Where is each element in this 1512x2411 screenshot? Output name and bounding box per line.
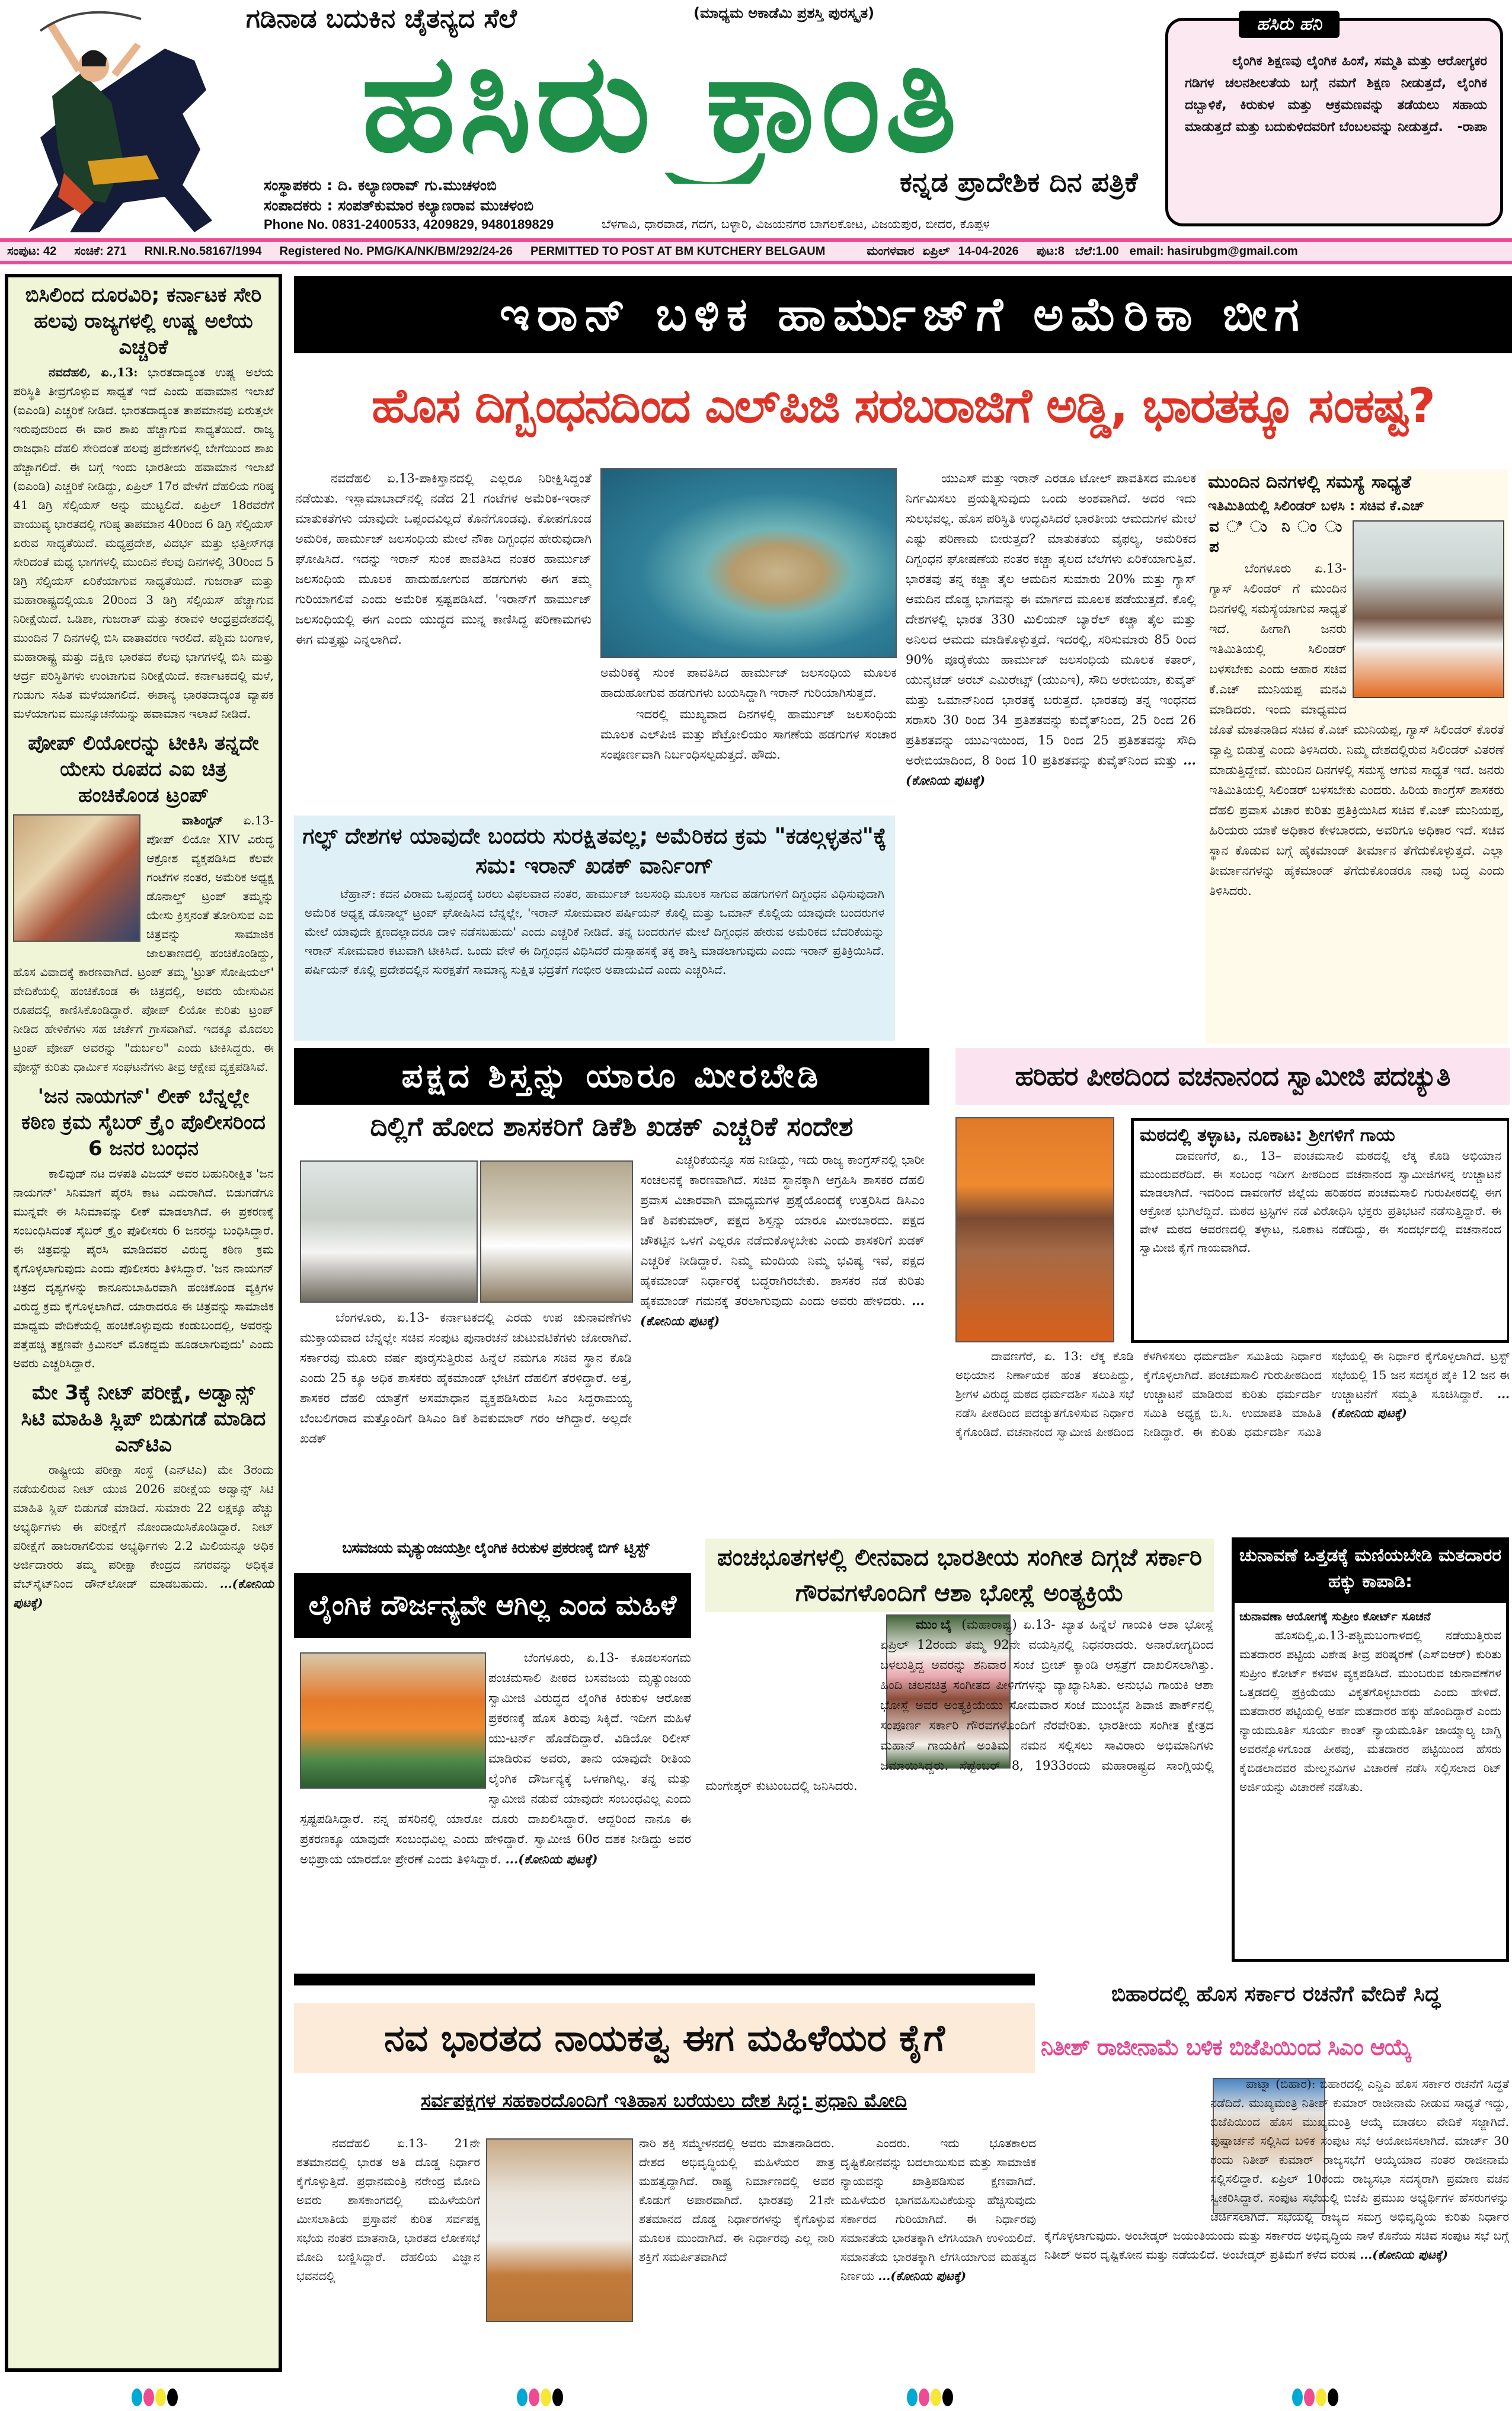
women-column-1 — [296, 2134, 480, 2365]
harihar-headline: ಹರಿಹರ ಪೀಠದಿಂದ ವಚನಾನಂದ ಸ್ವಾಮೀಜಿ ಪದಚ್ಯುತಿ — [955, 1048, 1510, 1105]
left-column — [5, 274, 282, 2372]
hasiru-hani-body: ಲೈಂಗಿಕ ಶಿಕ್ಷಣವು ಲೈಂಗಿಕ ಹಿಂಸೆ, ಸಮ್ಮತಿ ಮತ್ತು ಆರೋಗ್ಯಕರ ಗಡಿಗಳ ಚಲನಶೀಲತೆಯ ಬಗ್ಗೆ ನಮಗೆ ಶಿಕ್ಷಣ ನೀಡುತ್ತದೆ, ಲೈಂಗಿಕ ದಬ್ಬಾಳಿಕೆ, ಕಿರುಕುಳ ಮತ್ತು ಆಕ್ರಮಣವನ್ನು ತಡೆಯಲು ಸಹಾಯ ಮಾಡುತ್ತದೆ ಮತ್ತು ಬದುಕುಳಿದವರಿಗೆ ಬೆಂಬಲವನ್ನು ನೀಡುತ್ತದೆ. — [1185, 54, 1487, 135]
cylinder-story — [1206, 469, 1508, 1044]
left-story-headline: ಮೇ 3ಕ್ಕೆ ನೀಟ್ ಪರೀಕ್ಷೆ, ಅಡ್ವಾನ್ಸ್ ಸಿಟಿ ಮಾಹಿತಿ ಸ್ಲಿಪ್ ಬಿಡುಗಡೆ ಮಾಡಿದ ಎನ್‌ಟಿಎ — [21, 1381, 266, 1457]
left-story-byline: ವಾಶಿಂಗ್ಟನ್ — [182, 813, 223, 827]
continued-label: ...(ಕೋನಿಯ ಪುಟಕ್ಕೆ) — [505, 1852, 598, 1866]
black-dot-icon — [942, 2388, 953, 2406]
issue-month: ಏಪ್ರಿಲ್ — [922, 244, 950, 258]
left-story-text: ರಾಷ್ಟ್ರೀಯ ಪರೀಕ್ಷಾ ಸಂಸ್ಥೆ (ಎನ್‌ಟಿಎ) ಮೇ 3ರಂದು ನಡೆಯಲಿರುವ ನೀಟ್ ಯುಜಿ 2026 ಪರೀಕ್ಷೆಯ ಅಡ್ವಾನ್ಸ್ ಸಿಟಿ ಮಾಹಿತಿ ಸ್ಲಿಪ್ ಬಿಡುಗಡೆ ಮಾಡಿದೆ. ಸುಮಾರು 22 ಲಕ್ಷಕ್ಕೂ ಹೆಚ್ಚು ಅಭ್ಯರ್ಥಿಗಳು ಈ ಪರೀಕ್ಷೆಗೆ ನೋಂದಾಯಿಸಿಕೊಂಡಿದ್ದಾರೆ. ನೀಟ್ ಪರೀಕ್ಷೆಗೆ ಹಾಜರಾಗಲಿರುವ ಅಭ್ಯರ್ಥಿಗಳು 2.2 ಮಿಲಿಯನ್ನೂ ಅಧಿಕ ಅರ್ಜಿದಾರರು ತಮ್ಮ ಪರೀಕ್ಷಾ ಕೇಂದ್ರದ ನಗರವನ್ನು ಅಧಿಕೃತ ವೆಬ್‌ಸೈಟ್‌ನಿಂದ ಡೌನ್‌ಲೋಡ್ ಮಾಡಬಹುದು. — [13, 1463, 274, 1591]
continued-label: ...(ಕೋನಿಯ ಪುಟಕ್ಕೆ) — [1360, 2247, 1449, 2262]
party-text: ಎಚ್ಚರಿಕೆಯನ್ನೂ ಸಹ ನೀಡಿದ್ದು, ಇದು ರಾಜ್ಯ ಕಾಂಗ್ರೆಸ್‌ನಲ್ಲಿ ಭಾರೀ ಸಂಚಲನಕ್ಕೆ ಕಾರಣವಾಗಿದೆ. ಸಚಿವ ಸ್ಥಾನಕ್ಕಾಗಿ ಆಗ್ರಹಿಸಿ ಶಾಸಕರ ದೆಹಲಿ ಪ್ರವಾಸ ವಿಚಾರವಾಗಿ ಮಾಧ್ಯಮಗಳ ಪ್ರಶ್ನೆಯೊಂದಕ್ಕೆ ಉತ್ತರಿಸಿದ ಡಿಸಿಎಂ ಡಿಕೆ ಶಿವಕುಮಾರ್, ಪಕ್ಷದ ಶಿಸ್ತನ್ನು ಯಾರೂ ಮೀರಬಾರದು. ಪಕ್ಷದ ಚೌಕಟ್ಟಿನ ಒಳಗೆ ಎಲ್ಲರೂ ನಡೆದುಕೊಳ್ಳಬೇಕು ಎಂದು ಶಾಸಕರಿಗೆ ಖಡಕ್ ಎಚ್ಚರಿಕೆ ನೀಡಿದ್ದಾರೆ. ನಿಮ್ಮ ಮಂದಿಯ ನಿಮ್ಮ ಭವಿಷ್ಯ ಇವೆ, ಪಕ್ಷದ ಹೈಕಮಾಂಡ್ ನಿರ್ಧಾರಕ್ಕೆ ಬದ್ಧರಾಗಿರಬೇಕು. ಶಾಸಕರ ನಡೆ ಕುರಿತು ಹೈಕಮಾಂಡ್ ಗಮನಕ್ಕೆ ತರಲಾಗುವುದು ಎಂದು ಅವರು ಹೇಳಿದರು. — [640, 1153, 925, 1308]
gulf-story — [294, 816, 895, 1041]
basava-body — [300, 1648, 691, 1962]
cylinder-byline: ವ ಿ ು ನಿ ಂ ು ಪ — [1209, 518, 1347, 556]
left-story-text: ಭಾರತದಾದ್ಯಂತ ಉಷ್ಣ ಅಲೆಯ ಪರಿಸ್ಥಿತಿ ತೀವ್ರಗೊಳ್ಳುವ ಸಾಧ್ಯತೆ ಇದೆ ಎಂದು ಹವಾಮಾನ ಇಲಾಖೆ (ಐಎಂಡಿ) ಎಚ್ಚರಿಕೆ ನೀಡಿದೆ. ಭಾರತದಾದ್ಯಂತ ತಾಪಮಾನವು ಏರುತ್ತಲೇ ಇರುವುದರಿಂದ ಈ ವಾರ ಶಾಖ ಹೆಚ್ಚಾಗುವ ಸಾಧ್ಯತೆಯಿದೆ. ರಾಜ್ಯ ರಾಜಧಾನಿ ದೆಹಲಿ ಸೇರಿದಂತೆ ಹಲವು ಪ್ರದೇಶಗಳಲ್ಲಿ ಬೇಗೆಯಿಂದ ಶಾಖ ಹೆಚ್ಚಾಗಲಿದೆ. ಈ ಬಗ್ಗೆ ಇಂದು ಭಾರತೀಯ ಹವಾಮಾನ ಇಲಾಖೆ (ಐಎಂಡಿ) ಎಚ್ಚರಿಕೆ ನೀಡಿದ್ದು, ಏಪ್ರಿಲ್ 17ರ ವೇಳೆಗೆ ದೆಹಲಿಯ ಗರಿಷ್ಠ 41 ಡಿಗ್ರಿ ಸೆಲ್ಸಿಯಸ್ ಅನ್ನು ಮುಟ್ಟಲಿದೆ. ಏಪ್ರಿಲ್ 18ರವರೆಗೆ ವಾಯುವ್ಯ ಭಾರತದಲ್ಲಿ ಗರಿಷ್ಠ ತಾಪಮಾನ 40ರಿಂದ 6 ಡಿಗ್ರಿ ಸೆಲ್ಸಿಯಸ್ ಏರುವ ಸಾಧ್ಯತೆಯಿದೆ. ಮಧ್ಯಪ್ರದೇಶ, ವಿದರ್ಭ ಮತ್ತು ಛತ್ತೀಸ್‌ಗಢ ಸೇರಿದಂತೆ ಮಧ್ಯ ಭಾಗಗಳಲ್ಲಿ ಮುಂದಿನ ಕೆಲವು ದಿನಗಳಲ್ಲಿ 30ರಿಂದ 5 ಡಿಗ್ರಿ ಸೆಲ್ಸಿಯಸ್ ಏರಿಕೆಯಾಗುವ ಸಾಧ್ಯತೆಯಿದೆ. ಗುಜರಾತ್ ಮತ್ತು ಮಹಾರಾಷ್ಟ್ರದಲ್ಲಿಯೂ 20ರಿಂದ 3 ಡಿಗ್ರಿ ಸೆಲ್ಸಿಯಸ್ ಹೆಚ್ಚಾಗುವ ನಿರೀಕ್ಷೆಯಿದೆ. ಒಡಿಶಾ, ಗುಜರಾತ್ ಮತ್ತು ಕರಾವಳಿ ಆಂಧ್ರಪ್ರದೇಶದಲ್ಲಿ ಮುಂದಿನ 7 ದಿನಗಳಲ್ಲಿ ಬಿಸಿ ವಾತಾವರಣ ಇರಲಿದೆ. ಪಶ್ಚಿಮ ಬಂಗಾಳ, ಮಹಾರಾಷ್ಟ್ರ ಮತ್ತು ದಕ್ಷಿಣ ಭಾರತದ ಕೆಲವು ಭಾಗಗಳಲ್ಲಿ ಬಿಸಿ ಮತ್ತು ಆರ್ದ್ರ ಪರಿಸ್ಥಿತಿಗಳು ಉಂಟಾಗುವ ನಿರೀಕ್ಷೆಯಿದೆ. ಕರ್ನಾಟಕದಲ್ಲಿ ಮಳೆ, ಗುಡುಗು ಸಹಿತ ಮಳೆಯಾಗಲಿದೆ. ಈಶಾನ್ಯ ಭಾರತದಾದ್ಯಂತ ವ್ಯಾಪಕ ಮಳೆಯಾಗುವ ಮುನ್ಸೂಚನೆಯನ್ನು ಹವಾಮಾನ ಇಲಾಖೆ ನೀಡಿದೆ. — [13, 365, 274, 721]
hasiru-hani-text — [1185, 50, 1487, 204]
cyan-dot-icon — [517, 2388, 528, 2406]
party-column-2 — [640, 1150, 925, 1529]
party-kicker: ಪಕ್ಷದ ಶಿಸ್ತನ್ನು ಯಾರೂ ಮೀರಬೇಡಿ — [294, 1048, 929, 1105]
gulf-headline: ಗಲ್ಫ್ ದೇಶಗಳ ಯಾವುದೇ ಬಂದರು ಸುರಕ್ಷಿತವಲ್ಲ; ಅಮೆರಿಕದ ಕ್ರಮ "ಕಡಲ್ಗಳ್ಳತನ"ಕ್ಕೆ ಸಮ: ಇರಾನ್ ಖಡಕ್ ವಾರ್ನಿಂಗ್ — [302, 823, 887, 878]
pm-modi-photo — [486, 2138, 633, 2322]
women-headline: ನವ ಭಾರತದ ನಾಯಕತ್ವ ಈಗ ಮಹಿಳೆಯರ ಕೈಗೆ — [294, 2003, 1035, 2073]
price: ಬೆಲೆ:1.00 — [1075, 244, 1119, 258]
left-story-neet — [13, 1377, 274, 1612]
women-text: ನವದೆಹಲಿ ಏ.13- 21ನೇ ಶತಮಾನದಲ್ಲಿ ಭಾರತ ಅತಿ ದೊಡ್ಡ ನಿರ್ಧಾರ ಕೈಗೊಳ್ಳುತ್ತಿದೆ. ಪ್ರಧಾನಮಂತ್ರಿ ನರೇಂದ್ರ ಮೋದಿ ಅವರು ಶಾಸಕಾಂಗದಲ್ಲಿ ಮಹಿಳೆಯರಿಗೆ ಮೀಸಲಾತಿಯ ಪ್ರಸ್ತಾವನೆ ಕುರಿತ ಸರ್ವಪಕ್ಷ ಸಭೆಯ ನಂತರ ಮಾತನಾಡಿ, ಭಾರತದ ಲೋಕಸಭೆ ಮೋದಿ ಬಣ್ಣಿಸಿದ್ದಾರೆ. ದೆಹಲಿಯ ವಿಜ್ಞಾನ ಭವನದಲ್ಲಿ — [296, 2136, 480, 2283]
left-story-heatwave — [13, 280, 274, 723]
trump-ai-image — [13, 814, 140, 942]
asha-headline: ಪಂಚಭೂತಗಳಲ್ಲಿ ಲೀನವಾದ ಭಾರತೀಯ ಸಂಗೀತ ದಿಗ್ಗಜೆ ಸರ್ಕಾರಿ ಗೌರವಗಳೊಂದಿಗೆ ಆಶಾ ಭೋಸ್ಲೆ ಅಂತ್ಯಕ್ರಿಯೆ — [705, 1539, 1214, 1612]
matha-box — [1131, 1118, 1509, 1343]
asha-byline: ಮುಂಬೈ — [916, 1617, 955, 1632]
women-text: ಎಂದರು. ಇದು ಭೂತಕಾಲದ ದೃಷ್ಟಿಕೋನವನ್ನು ಬದಲಾಯಿಸುವ ಮತ್ತು ಸಾಮಾಜಿಕ ನ್ಯಾಯವನ್ನು ಖಾತ್ರಿಪಡಿಸುವ ಕ್ಷಣವಾಗಿದೆ. ಮಹಿಳೆಯರ ಭಾಗವಹಿಸುವಿಕೆಯನ್ನು ಹೆಚ್ಚಿಸುವುದು ಸರ್ಕಾರದ ಗುರಿಯಾಗಿದೆ. ಈ ನಿರ್ಧಾರವು ಸಮಾನತೆಯ ಭಾರತಕ್ಕಾಗಿ ಲೆಗಸಿಯಾಗಿ ಉಳಿಯಲಿದೆ. ಸಮಾನತೆಯ ಭಾರತಕ್ಕಾಗಿ ಲೆಗಸಿಯಾಗುವ ಮಹತ್ವದ ನಿರ್ಣಯ — [840, 2136, 1036, 2283]
continued-label: ...(ಕೋನಿಯ ಪುಟಕ್ಕೆ) — [906, 753, 1196, 788]
dk-shivakumar-photo-2 — [480, 1160, 633, 1303]
registration-marks-3 — [907, 2388, 953, 2406]
cyan-dot-icon — [1292, 2388, 1303, 2406]
party-column-1 — [300, 1307, 632, 1527]
matha-box-text: ದಾವಣಗೆರೆ, ಏ., 13– ಪಂಚಮಸಾಲಿ ಮಠದಲ್ಲಿ ಲೆಕ್ಕ ಕೊಡಿ ಅಭಿಯಾನ ಮುಂದುವರೆದಿದೆ. ಈ ಸಂಬಂಧ ಇದೀಗ ಪೀಠದಿಂದ ವಚನಾನಂದ ಸ್ವಾಮೀಜಿಗಳನ್ನ ಉಚ್ಚಾಟನೆ ಮಾಡಲಾಗಿದೆ. ಇದರಿಂದ ದಾವಣಗೆರೆ ಜಿಲ್ಲೆಯ ಹರಿಹರದ ಪಂಚಮಸಾಲಿ ಗುರುಪೀಠದಲ್ಲಿ ಈಗ ಆಕ್ರೋಶ ಭುಗಿಲೆದ್ದಿದೆ. ಮಠದ ಟ್ರಸ್ಟಿಗಳ ನಡೆ ವಿರೋಧಿಸಿ ಭಕ್ತರು ಪ್ರತಿಭಟನೆ ನಡೆಸುತ್ತಿದ್ದಾರೆ. ಈ ವೇಳೆ ಮಠದ ಆವರಣದಲ್ಲಿ ತಳ್ಳಾಟ, ನೂಕಾಟ ನಡೆದಿದ್ದು, ಈ ಸಂದರ್ಭದಲ್ಲಿ ವಚನಾನಂದ ಸ್ವಾಮೀಜಿ ಕೈಗೆ ಗಾಯವಾಗಿದೆ. — [1140, 1149, 1501, 1255]
masthead-tagline: ಗಡಿನಾಡ ಬದುಕಿನ ಚೈತನ್ಯದ ಸೆಲೆ — [246, 4, 517, 34]
bihar-body — [1044, 2074, 1509, 2359]
bihar-kicker: ಬಿಹಾರದಲ್ಲಿ ಹೊಸ ಸರ್ಕಾರ ರಚನೆಗೆ ವೇದಿಕೆ ಸಿದ್ಧ — [1111, 1982, 1441, 2006]
issue-date: 14-04-2026 — [958, 244, 1019, 258]
basava-text: ಬೆಂಗಳೂರು, ಏ.13- ಕೂಡಲಸಂಗಮ ಪಂಚಮಸಾಲಿ ಪೀಠದ ಬಸವಜಯ ಮೃತ್ಯುಂಜಯ ಸ್ವಾಮೀಜಿ ವಿರುದ್ಧದ ಲೈಂಗಿಕ ಕಿರುಕುಳ ಆರೋಪ ಪ್ರಕರಣಕ್ಕೆ ಹೊಸ ತಿರುವು ಸಿಕ್ಕಿದೆ. ಇದೀಗ ಮಹಿಳೆ ಯು-ಟರ್ನ್ ಹೊಡೆದಿದ್ದಾರೆ. ವಿಡಿಯೋ ರಿಲೀಸ್ ಮಾಡಿರುವ ಅವರು, ತಾನು ಯಾವುದೇ ರೀತಿಯ ಲೈಂಗಿಕ ದೌರ್ಜನ್ಯಕ್ಕೆ ಒಳಗಾಗಿಲ್ಲ. ತನ್ನ ಮತ್ತು ಸ್ವಾಮೀಜಿ ನಡುವೆ ಯಾವುದೇ ಸಂಬಂಧವಿಲ್ಲ ಎಂದು ಸ್ಪಷ್ಟಪಡಿಸಿದ್ದಾರೆ. ನನ್ನ ಹೆಸರಿನಲ್ಲಿ ಯಾರೋ ದೂರು ದಾಖಲಿಸಿದ್ದಾರೆ. ಆದ್ದರಿಂದ ನಾನೂ ಈ ಪ್ರಕರಣಕ್ಕೂ ಯಾವುದೇ ಸಂಬಂಧವಿಲ್ಲ ಎಂದು ಹೇಳಿದ್ದಾರೆ. ಸ್ವಾಮೀಜಿ 60ರ ದಶಕ ನೀಡಿದ್ದು ಅವರ ಅಭಿಪ್ರಾಯ ಯಾರದೋ ಪ್ರೇರಣೆ ಎಂದು ತಿಳಿಸಿದ್ದಾರೆ. — [300, 1651, 691, 1866]
registration-marks-1 — [132, 2388, 178, 2406]
rni-number: RNI.R.No.58167/1994 — [144, 244, 262, 258]
page-count: ಪುಟ:8 — [1036, 244, 1065, 258]
dk-shivakumar-photo-1 — [300, 1160, 478, 1303]
info-bar — [0, 238, 1512, 264]
volume-number: ಸಂಪುಟ: 42 — [7, 244, 57, 258]
hasiru-hani-author: -ರಾಪಾ — [1457, 120, 1487, 135]
bihar-headline: ನಿತೀಶ್ ರಾಜೀನಾಮೆ ಬಳಿಕ ಬಿಜೆಪಿಯಿಂದ ಸಿಎಂ ಆಯ್ಕೆ — [1041, 2034, 1411, 2060]
masthead-award: (ಮಾಧ್ಯಮ ಅಕಾಡೆಮಿ ಪ್ರಶಸ್ತಿ ಪುರಸ್ಕೃತ) — [693, 5, 875, 21]
masthead-editor: ಸಂಪಾದಕರು : ಸಂಪತ್‌ಕುಮಾರ ಕಲ್ಯಾಣರಾವ ಮುಚಳಂಬಿ — [264, 197, 534, 214]
lead-image-caption — [600, 663, 897, 805]
left-story-headline: ಬಿಸಿಲಿಂದ ದೂರವಿರಿ; ಕರ್ನಾಟಕ ಸೇರಿ ಹಲವು ರಾಜ್ಯಗಳಲ್ಲಿ ಉಷ್ಣ ಅಲೆಯ ಎಚ್ಚರಿಕೆ — [25, 283, 262, 359]
women-column-2 — [639, 2134, 835, 2365]
election-text: ಹೊಸದಿಲ್ಲಿ,ಏ.13-ಪಶ್ಚಿಮಬಂಗಾಳದಲ್ಲಿ ನಡೆಯುತ್ತಿರುವ ಮತದಾರರ ಪಟ್ಟಿಯ ವಿಶೇಷ ತೀವ್ರ ಪರಿಷ್ಕರಣೆ (ಎಸ್‌ಐಆರ್) ಕುರಿತು ಸುಪ್ರೀಂ ಕೋರ್ಟ್ ಕಳವಳ ವ್ಯಕ್ತಪಡಿಸಿದೆ. ಮುಂಬರುವ ಚುನಾವಣೆಗಳ ಒತ್ತಡದಲ್ಲಿ ಪ್ರಕ್ರಿಯೆಯು ವಿಕೃತಗೊಳ್ಳಬಾರದು ಎಂದು ಹೇಳಿದೆ. ಮತದಾರರ ಪಟ್ಟಿಯಲ್ಲಿ ಅರ್ಹ ಮತದಾರರ ಹಕ್ಕು ಹೊಂದಿದ್ದಾರೆ ಎಂದು ನ್ಯಾಯಮೂರ್ತಿ ಸೂರ್ಯ ಕಾಂತ್ ನ್ಯಾಯಮೂರ್ತಿ ಜಾಯ್ಮಾಲ್ಯ ಬಾಗ್ಚಿ ಅವರನ್ನೊಳಗೊಂಡ ಪೀಠವು, ಮತದಾರರ ಪಟ್ಟಿಯಿಂದ ಹೆಸರು ಕೈಬಿಡಲಾದವರ ಮೇಲ್ಮನವಿಗಳ ವಿಚಾರಣೆ ನಡೆಸಿ ಸಲ್ಲಿಸಲಾದ ರಿಟ್ ಅರ್ಜಿಯನ್ನು ವಿಚಾರಣೆ ನಡೆಸಿತು. — [1239, 1628, 1501, 1794]
left-story-headline: 'ಜನ ನಾಯಗನ್' ಲೀಕ್ ಬೆನ್ನಲ್ಲೇ ಕಠಿಣ ಕ್ರಮ ಸೈಬರ್ ಕ್ರೈಂ ಪೊಲೀಸರಿಂದ 6 ಜನರ ಬಂಧನ — [21, 1085, 266, 1160]
left-story-text: ಏ.13-ಪೋಪ್ ಲಿಯೋ XIV ವಿರುದ್ಧ ಆಕ್ರೋಶ ವ್ಯಕ್ತಪಡಿಸಿದ ಕೆಲವೇ ಗಂಟೆಗಳ ನಂತರ, ಅಮೆರಿಕ ಅಧ್ಯಕ್ಷ ಡೊನಾಲ್ಡ್ ಟ್ರಂಪ್ ತಮ್ಮನ್ನು ಯೇಸು ಕ್ರಿಸ್ತನಂತೆ ತೋರಿಸುವ ಎಐ ಚಿತ್ರವನ್ನು ಸಾಮಾಜಿಕ ಜಾಲತಾಣದಲ್ಲಿ ಹಂಚಿಕೊಂಡಿದ್ದು, ಹೊಸ ವಿವಾದಕ್ಕೆ ಕಾರಣವಾಗಿದೆ. ಟ್ರಂಪ್ ತಮ್ಮ 'ಟ್ರುತ್ ಸೋಷಿಯಲ್' ವೇದಿಕೆಯಲ್ಲಿ ಹಂಚಿಕೊಂಡ ಈ ಚಿತ್ರದಲ್ಲಿ, ಅವರು ಯೇಸುವಿನ ರೂಪದಲ್ಲಿ ಕಾಣಿಸಿಕೊಂಡಿದ್ದಾರೆ. ಪೋಪ್ ಲಿಯೋ ಕುರಿತು ಟ್ರಂಪ್ ನೀಡಿದ ಹೇಳಿಕೆಗಳು ಸಹ ಚರ್ಚೆಗೆ ಗ್ರಾಸವಾಗಿವೆ. ಇದಕ್ಕೂ ಮೊದಲು ಟ್ರಂಪ್ ಪೋಪ್ ಅವರನ್ನು "ದುರ್ಬಲ" ಎಂದು ಟೀಕಿಸಿದ್ದರು. ಈ ಪೋಸ್ಟ್ ಕುರಿತು ಧಾರ್ಮಿಕ ಸಂಘಟನೆಗಳು ತೀವ್ರ ಆಕ್ಷೇಪ ವ್ಯಕ್ತಪಡಿಸಿವೆ. — [13, 813, 274, 1074]
election-subhead: ಚುನಾವಣಾ ಆಯೋಗಕ್ಕೆ ಸುಪ್ರೀಂ ಕೋರ್ಟ್ ಸೂಚನೆ — [1239, 1609, 1431, 1623]
women-text: ನಾರಿ ಶಕ್ತಿ ಸಮ್ಮೇಳನದಲ್ಲಿ ಅವರು ಮಾತನಾಡಿದರು. ದೇಶದ ಅಭಿವೃದ್ಧಿಯಲ್ಲಿ ಮಹಿಳೆಯರ ಪಾತ್ರ ಮಹತ್ವದ್ದಾಗಿದೆ. ರಾಷ್ಟ್ರ ನಿರ್ಮಾಣದಲ್ಲಿ ಅವರ ಕೊಡುಗೆ ಅಪಾರವಾಗಿದೆ. ಭಾರತವು 21ನೇ ಶತಮಾನದ ದೊಡ್ಡ ನಿರ್ಧಾರಗಳನ್ನು ಕೈಗೊಳ್ಳುವ ಮೂಲಕ ಮುಂದಾಗಿದೆ. ಈ ನಿರ್ಧಾರವು ಎಲ್ಲ ನಾರಿ ಶಕ್ತಿಗೆ ಸಮರ್ಪಿತವಾಗಿದೆ — [639, 2136, 835, 2264]
issue-day: ಮಂಗಳವಾರ — [867, 244, 915, 258]
cylinder-subhead: ಇತಿಮಿತಿಯಲ್ಲಿ ಸಿಲಿಂಡರ್ ಬಳಸಿ : ಸಚಿವ ಕೆ.ಎಚ್ — [1208, 498, 1424, 514]
continued-label: ...(ಕೋನಿಯ ಪುಟಕ್ಕೆ) — [1331, 1387, 1510, 1420]
info-bar-row — [0, 242, 1512, 261]
masthead-logo-illustration — [5, 7, 230, 237]
yellow-dot-icon — [931, 2388, 941, 2406]
registration-marks-2 — [517, 2388, 563, 2406]
registration-marks-4 — [1292, 2388, 1338, 2406]
lead-text: ನವದೆಹಲಿ ಏ.13-ಪಾಕಿಸ್ತಾನದಲ್ಲಿ ಎಲ್ಲರೂ ನಿರೀಕ್ಷಿಸಿದ್ದಂತೆ ನಡೆಯಿತು. ಇಸ್ಲಾಮಾಬಾದ್‌ನಲ್ಲಿ ನಡೆದ 21 ಗಂಟೆಗಳ ಅಮೆರಿಕ-ಇರಾನ್ ಮಾತುಕತೆಗಳು ಯಾವುದೇ ಒಪ್ಪಂದವಿಲ್ಲದೆ ಕೊನೆಗೊಂಡವು. ಕೋಪಗೊಂಡ ಅಮೆರಿಕ, ಹಾರ್ಮುಜ್ ಜಲಸಂಧಿಯ ಮೇಲೆ ನೌಕಾ ದಿಗ್ಬಂಧನ ಹೇರುವುದಾಗಿ ಘೋಷಿಸಿದೆ. ಇದನ್ನು ಇರಾನ್ ಸುಂಕ ಪಾವತಿಸಿದ ನಂತರ ಹಾರ್ಮುಜ್ ಜಲಸಂಧಿಯ ಮೂಲಕ ಹಾದುಹೋಗುವ ಹಡಗುಗಳು ಈಗ ತಮ್ಮ ಗುರಿಯಾಗಲಿವೆ ಎಂದು ಅಮೆರಿಕ ಸ್ಪಷ್ಟಪಡಿಸಿದೆ. 'ಇರಾನ್‌ಗೆ ಹಾರ್ಮುಜ್ ಜಲಸಂಧಿಯಲ್ಲಿ ಈಗ ಎಂದು ಯುದ್ಧದ ಮುನ್ನ ಕಾಣಿಸಿದ್ದ ಪರಿಣಾಮಗಳು ಈಗ ಮತ್ತಷ್ಟು ಎನ್ನಲಾಗಿದೆ. — [295, 471, 592, 647]
cyan-dot-icon — [907, 2388, 918, 2406]
left-story-trump — [13, 728, 274, 1076]
gulf-text: ಟೆಹ್ರಾನ್: ಕದನ ವಿರಾಮ ಒಪ್ಪಂದಕ್ಕೆ ಬರಲು ವಿಫಲವಾದ ನಂತರ, ಹಾರ್ಮುಜ್ ಜಲಸಂಧಿ ಮೂಲಕ ಸಾಗುವ ಹಡಗುಗಳಿಗೆ ದಿಗ್ಬಂಧನ ವಿಧಿಸುವುದಾಗಿ ಅಮೆರಿಕ ಅಧ್ಯಕ್ಷ ಡೊನಾಲ್ಡ್ ಟ್ರಂಪ್ ಘೋಷಿಸಿದ ಬೆನ್ನಲ್ಲೇ, 'ಇರಾನ್ ಸೋಮವಾರ ಪರ್ಷಿಯನ್ ಕೊಲ್ಲಿ ಮತ್ತು ಒಮಾನ್ ಕೊಲ್ಲಿಯ ಯಾವುದೇ ಬಂದರುಗಳ ಮೇಲೆ ಯಾವುದೇ ಕ್ಷಣದಲ್ಲಾದರೂ ದಾಳಿ ನಡೆಸಬಹುದು' ಎಂದು ಎಚ್ಚರಿಕೆ ನೀಡಿದೆ. ತನ್ನ ಬಂದರುಗಳ ಮೇಲೆ ದಿಗ್ಬಂಧನ ಹೇರುವ ಅಮೆರಿಕದ ಬೆದರಿಕೆಯನ್ನು ಇರಾನ್ ಸೋಮವಾರ ಕಟುವಾಗಿ ಟೀಕಿಸಿದೆ. ಒಂದು ವೇಳೆ ಈ ದಿಗ್ಬಂಧನ ವಿಧಿಸಿದರೆ ದುಸ್ಸಾಹಸಕ್ಕೆ ತಕ್ಕ ಶಾಸ್ತಿ ಮಾಡಲಾಗುವುದು ಎಂದು ಇರಾನ್ ಪ್ರತಿಕ್ರಿಯಿಸಿದೆ. ಪರ್ಷಿಯನ್ ಕೊಲ್ಲಿ ಪ್ರದೇಶದಲ್ಲಿನ ಸುರಕ್ಷತೆಗೆ ಸಾಮಾನ್ಯ ಸುಕ್ಷಿತ ಭದ್ರತೆಗೆ ಗಂಭೀರ ಅಪಾಯವಿದೆ ಎಂದು ಎಚ್ಚರಿಸಿದೆ. — [305, 887, 884, 977]
women-rule — [294, 1974, 1035, 1985]
lead-text: ಇದರಲ್ಲಿ ಮುಖ್ಯವಾದ ದಿನಗಳಲ್ಲಿ ಹಾರ್ಮುಜ್ ಜಲಸಂಧಿಯ ಮೂಲಕ ಎಲ್‌ಪಿಜಿ ಮತ್ತು ಪೆಟ್ರೋಲಿಯಂ ಸಾಗಣೆಯ ಹಡಗುಗಳ ಸಂಚಾರ ಸಂಪೂರ್ಣವಾಗಿ ನಿರ್ಬಂಧಿಸಲ್ಪಡುತ್ತದೆ. ಹೌದು. — [600, 707, 897, 762]
black-dot-icon — [552, 2388, 563, 2406]
left-story-byline: ನವದೆಹಲಿ, ಏ.,13: — [49, 365, 138, 379]
election-body — [1239, 1626, 1501, 1796]
lead-caption-text: ಅಮೆರಿಕಕ್ಕೆ ಸುಂಕ ಪಾವತಿಸಿದ ಹಾರ್ಮುಜ್ ಜಲಸಂಧಿಯ ಮೂಲಕ ಹಾದುಹೋಗುವ ಹಡಗುಗಳು ಬಯಸಿದ್ದಾಗಿ ಇರಾನ್ ಗುರಿಯಾಗಿಸುತ್ತದೆ. — [600, 666, 897, 700]
left-story-headline: ಪೋಪ್ ಲಿಯೋರನ್ನು ಟೀಕಿಸಿ ತನ್ನದೇ ಯೇಸು ರೂಪದ ಎಐ ಚಿತ್ರ ಹಂಚಿಕೊಂಡ ಟ್ರಂಪ್ — [28, 731, 259, 807]
yellow-dot-icon — [1316, 2388, 1326, 2406]
masthead-districts: ಬೆಳಗಾವಿ, ಧಾರವಾಡ, ಗದಗ, ಬಳ್ಳಾರಿ, ವಿಜಯನಗರ ಬಾಗಲಕೋಟ, ವಿಜಯಪುರ, ಬೀದರ, ಕೊಪ್ಪಳ — [602, 217, 990, 231]
masthead — [0, 0, 1512, 237]
left-story-body — [13, 1460, 274, 1612]
cylinder-portrait — [1353, 520, 1504, 698]
continued-label: ...(ಕೋನಿಯ ಪುಟಕ್ಕೆ) — [878, 2269, 967, 2283]
women-column-3 — [840, 2134, 1036, 2365]
magenta-dot-icon — [1304, 2388, 1315, 2406]
rider-on-horse-icon — [5, 7, 230, 237]
left-story-jananayagan — [13, 1081, 274, 1373]
cyan-dot-icon — [132, 2388, 142, 2406]
magenta-dot-icon — [529, 2388, 539, 2406]
basava-kicker: ಬಸವಜಯ ಮೃತ್ಯುಂಜಯಶ್ರೀ ಲೈಂಗಿಕ ಕಿರುಕುಳ ಪ್ರಕರಣಕ್ಕೆ ಬಿಗ್ ಟ್ವಿಸ್ಟ್ — [342, 1539, 649, 1556]
magenta-dot-icon — [919, 2388, 929, 2406]
harihar-text: ದಾವಣಗೆರೆ, ಏ. 13: ಲೆಕ್ಕ ಕೊಡಿ ಅಭಿಯಾನ ನಿರ್ಣಾಯಕ ಹಂತ ತಲುಪಿದ್ದು, ಶ್ರೀಗಳ ವಿರುದ್ಧ ಮಠದ ಧರ್ಮದರ್ಶಿ ಸಮಿತಿ ಸಭೆ ನಡೆಸಿ ಪೀಠದಿಂದ ಪದಚ್ಯುತಗೊಳಿಸುವ ನಿರ್ಧಾರ ಕೈಗೊಂಡಿದೆ. ವಚನಾನಂದ ಸ್ವಾಮೀಜಿ ಪೀಠದಿಂದ ಕೆಳಗಿಳಿಸಲು ಧರ್ಮದರ್ಶಿ ಸಮಿತಿಯ ನಿರ್ಧಾರ ಕೈಗೊಳ್ಳಲಾಗಿದೆ. ಪಂಚಮಸಾಲಿ ಗುರುಪೀಠದಿಂದ ಉಚ್ಚಾಟನೆ ಮಾಡಿರುವ ಕುರಿತು ಧರ್ಮದರ್ಶಿ ಸಮಿತಿ ಅಧ್ಯಕ್ಷ ಬಿ.ಸಿ. ಉಮಾಪತಿ ಮಾಹಿತಿ ನೀಡಿದ್ದಾರೆ. ಈ ಕುರಿತು ಧರ್ಮದರ್ಶಿ ಸಮಿತಿ ಸಭೆಯಲ್ಲಿ ಈ ನಿರ್ಧಾರ ಕೈಗೊಳ್ಳಲಾಗಿದೆ. ಟ್ರಸ್ಟ್ ಸಭೆಯಲ್ಲಿ 15 ಜನ ಸದಸ್ಯರ ಪೈಕಿ 12 ಜನ ಈ ಉಚ್ಚಾಟನೆಗೆ ಸಮ್ಮತಿ ಸೂಚಿಸಿದ್ದಾರೆ. — [955, 1349, 1510, 1439]
bihar-text: ಪಾಟ್ನಾ (ಬಿಹಾರ): ಬಿಹಾರದಲ್ಲಿ ಎನ್ಡಿಎ ಹೊಸ ಸರ್ಕಾರ ರಚನೆಗೆ ಸಿದ್ಧತೆ ನಡೆದಿದೆ. ಮುಖ್ಯಮಂತ್ರಿ ನಿತೀಶ್ ಕುಮಾರ್ ರಾಜೀನಾಮೆ ನೀಡುವ ಸಾಧ್ಯತೆ ಇದ್ದು, ಬಿಜೆಪಿಯಿಂದ ಹೊಸ ಮುಖ್ಯಮಂತ್ರಿ ಆಯ್ಕೆ ಮಾಡಲು ವೇದಿಕೆ ಸಜ್ಜಾಗಿದೆ. ಪುಷ್ಪಾರ್ಚನೆ ಸಲ್ಲಿಸಿದ ಬಳಿಕ ಸಂಪುಟ ಸಭೆ ಆಯೋಜಿಸಲಾಗಿದೆ. ಮಾರ್ಚ್ 30 ರಂದು ನಿತೀಶ್ ಕುಮಾರ್ ರಾಜ್ಯಸಭೆಗೆ ಆಯ್ಕೆಯಾದ ನಂತರ ರಾಜೀನಾಮೆ ಸಲ್ಲಿಸಲಿದ್ದಾರೆ. ಏಪ್ರಿಲ್ 10ರಂದು ರಾಜ್ಯಸಭಾ ಸದಸ್ಯರಾಗಿ ಪ್ರಮಾಣ ವಚನ ಸ್ವೀಕರಿಸಿದ್ದಾರೆ. ಸಂಪುಟ ಸಭೆಯಲ್ಲಿ ಬಿಜೆಪಿ ಪ್ರಮುಖ ಅಭ್ಯರ್ಥಿಗಳ ಹೆಸರುಗಳನ್ನು ಚರ್ಚಿಸಲಾಗಿದೆ. ಸಭೆಯಲ್ಲಿ ರಾಜ್ಯದ ಸಮಗ್ರ ಅಭಿವೃದ್ಧಿಯ ಕುರಿತು ನಿರ್ಧಾರ ಕೈಗೊಳ್ಳಲಾಗುವುದು. ಅಂಬೇಡ್ಕರ್ ಜಯಂತಿಯಂದು ಮತ್ತು ಸರ್ಕಾರದ ಅಭಿವೃದ್ಧಿಯ ನಾಳೆ ಕೊನೆಯ ಸಚಿವ ಸಂಪುಟ ಸಭೆ ಬಗ್ಗೆ ನಿತೀಶ್ ಅವರ ದೃಷ್ಟಿಕೋನ ಮತ್ತು ನಡೆಯಲಿದೆ. ಅಂಬೇಡ್ಕರ್ ಪ್ರತಿಮೆಗೆ ಕಳೆದ ವರುಷ — [1044, 2077, 1509, 2262]
party-text: ಬೆಂಗಳೂರು, ಏ.13- ಕರ್ನಾಟಕದಲ್ಲಿ ಎರಡು ಉಪ ಚುನಾವಣೆಗಳು ಮುಕ್ತಾಯವಾದ ಬೆನ್ನಲ್ಲೇ ಸಚಿವ ಸಂಪುಟ ಪುನಾರಚನೆ ಚುಟುವಟಿಕೆಗಳು ಜೋರಾಗಿವೆ. ಸರ್ಕಾರವು ಮೂರು ವರ್ಷ ಪೂರೈಸುತ್ತಿರುವ ಹಿನ್ನೆಲೆ ನಮಗೂ ಸಚಿವ ಸ್ಥಾನ ಕೊಡಿ ಎಂದು 25 ಕ್ಕೂ ಅಧಿಕ ಶಾಸಕರು ಹೈಕಮಾಂಡ್ ಭೇಟಿಗೆ ದೆಹಲಿಗೆ ತೆರಳಿದ್ದಾರೆ. ಅತ್ತ, ಶಾಸಕರ ದೆಹಲಿ ಯಾತ್ರೆಗೆ ಅಸಮಾಧಾನ ವ್ಯಕ್ತಪಡಿಸಿರುವ ಸಿಎಂ ಸಿದ್ದರಾಮಯ್ಯ ಬೆಂಬಲಿಗರಾದ ಮತ್ತೊಂದಿಗೆ ಡಿಸಿಎಂ ಡಿಕೆ ಶಿವಕುಮಾರ್ ಗರಂ ಆಗಿದ್ದಾರೆ. ಅಲ್ಲದೇ ಖಡಕ್ — [300, 1310, 632, 1446]
postal-permit: PERMITTED TO POST AT BM KUTCHERY BELGAUM — [530, 244, 826, 258]
left-story-body — [13, 1164, 274, 1373]
masthead-subtitle: ಕನ್ನಡ ಪ್ರಾದೇಶಿಕ ದಿನ ಪತ್ರಿಕೆ — [900, 166, 1138, 198]
election-box — [1232, 1600, 1509, 1962]
asha-body — [705, 1614, 1214, 1964]
harihar-body — [955, 1347, 1510, 1524]
issue-number: ಸಂಚಿಕೆ: 271 — [74, 244, 127, 258]
left-column-inner — [8, 277, 279, 2368]
women-subhead: ಸರ್ವಪಕ್ಷಗಳ ಸಹಕಾರದೊಂದಿಗೆ ಇತಿಹಾಸ ಬರೆಯಲು ದೇಶ ಸಿದ್ಧ: ಪ್ರಧಾನಿ ಮೋದಿ — [420, 2089, 907, 2112]
magenta-dot-icon — [143, 2388, 154, 2406]
masthead-founder: ಸಂಸ್ಥಾಪಕರು : ದಿ. ಕಲ್ಯಾಣರಾವ್ ಗು.ಮುಚಳಂಬಿ — [264, 177, 497, 194]
matha-box-body — [1140, 1147, 1501, 1257]
hasiru-hani-box — [1165, 18, 1503, 226]
continued-label: ...(ಕೋನಿಯ ಪುಟಕ್ಕೆ) — [640, 1293, 925, 1328]
left-story-text: ಕಾಲಿವುಡ್ ನಟ ದಳಪತಿ ವಿಜಯ್ ಅವರ ಬಹುನಿರೀಕ್ಷಿತ 'ಜನ ನಾಯಗನ್' ಸಿನಿಮಾಗೆ ಪೈರಸಿ ಕಾಟ ಎದುರಾಗಿದೆ. ಬಿಡುಗಡೆಗೂ ಮುನ್ನವೇ ಈ ಸಿನಿಮಾವನ್ನು ಲೀಕ್ ಮಾಡಲಾಗಿದೆ. ಈ ಪ್ರಕರಣಕ್ಕೆ ಸಂಬಂಧಿಸಿದಂತೆ ಸೈಬರ್ ಕ್ರೈಂ ಪೊಲೀಸರು 6 ಜನರನ್ನು ಬಂಧಿಸಿದ್ದಾರೆ. ಈ ಚಿತ್ರವನ್ನು ಪೈರಸಿ ಮಾಡಿದವರ ವಿರುದ್ಧ ಕಠಿಣ ಕ್ರಮ ಕೈಗೊಳ್ಳಲಾಗುವುದು ಎಂದು ಪೊಲೀಸರು ತಿಳಿಸಿದ್ದಾರೆ. 'ಜನ ನಾಯಗನ್ ಚಿತ್ರದ ದೃಶ್ಯಗಳನ್ನು ಕಾನೂನುಬಾಹಿರವಾಗಿ ಹಂಚಿಕೊಂಡ ವ್ಯಕ್ತಿಗಳ ವಿರುದ್ಧ ಕ್ರಮ ಕೈಗೊಳ್ಳಲಾಗಿದೆ. ಯಾರಾದರೂ ಈ ಚಿತ್ರವನ್ನು ಸಾಮಾಜಿಕ ಮಾಧ್ಯಮ ವೇದಿಕೆಯಲ್ಲಿ ಹಂಚಿಕೊಳ್ಳುವುದು ಕಂಡುಬಂದಲ್ಲಿ, ಅವರನ್ನು ಪತ್ತೆಹಚ್ಚಿ ತಕ್ಷಣವೇ ಕ್ರಿಮಿನಲ್ ಮೊಕದ್ದಮೆ ಹೂಡಲಾಗುವುದು' ಎಂದು ಅವರು ಎಚ್ಚರಿಸಿದ್ದಾರೆ. — [13, 1166, 274, 1370]
black-dot-icon — [167, 2388, 178, 2406]
masthead-phone: Phone No. 0831-2400533, 4209829, 9480189829 — [264, 217, 554, 232]
basava-headline: ಲೈಂಗಿಕ ದೌರ್ಜನ್ಯವೇ ಆಗಿಲ್ಲ ಎಂದ ಮಹಿಳೆ — [294, 1573, 691, 1638]
yellow-dot-icon — [155, 2388, 166, 2406]
cylinder-headline: ಮುಂದಿನ ದಿನಗಳಲ್ಲಿ ಸಮಸ್ಯೆ ಸಾಧ್ಯತೆ — [1208, 472, 1411, 493]
masthead-title: ಹಸಿರು ಕ್ರಾಂತಿ — [361, 24, 961, 183]
lead-kicker: ಇರಾನ್ ಬಳಿಕ ಹಾರ್ಮುಜ್‌ಗೆ ಅಮೆರಿಕಾ ಬೀಗ — [294, 276, 1512, 353]
lead-column-3 — [906, 468, 1196, 1043]
yellow-dot-icon — [541, 2388, 551, 2406]
registered-number: Registered No. PMG/KA/NK/BM/292/24-26 — [279, 244, 513, 258]
party-headline: ದಿಲ್ಲಿಗೆ ಹೋದ ಶಾಸಕರಿಗೆ ಡಿಕೆಶಿ ಖಡಕ್ ಎಚ್ಚರಿಕೆ ಸಂದೇಶ — [370, 1111, 854, 1142]
email: email: hasirubgm@gmail.com — [1129, 244, 1298, 258]
hormuz-map-image — [600, 468, 897, 658]
vachananand-swamiji-photo — [955, 1117, 1114, 1342]
cylinder-text: ಬೆಂಗಳೂರು ಏ.13- ಗ್ಯಾಸ್ ಸಿಲಿಂಡರ್ ಗೆ ಮುಂದಿನ ದಿನಗಳಲ್ಲಿ ಸಮಸ್ಯೆಯಾಗುವ ಸಾಧ್ಯತೆ ಇದೆ. ಹೀಗಾಗಿ ಜನರು ಇತಿಮಿತಿಯಲ್ಲಿ ಸಿಲಿಂಡರ್ ಬಳಸಬೇಕು ಎಂದು ಆಹಾರ ಸಚಿವ ಕೆ.ಎಚ್ ಮುನಿಯಪ್ಪ ಮನವಿ ಮಾಡಿದರು. ಇಂದು ಮಾಧ್ಯಮದ ಜೊತೆ ಮಾತನಾಡಿದ ಸಚಿವ ಕೆ.ಎಚ್ ಮುನಿಯಪ್ಪ, ಗ್ಯಾಸ್ ಸಿಲಿಂಡರ್ ಕೊರತೆ ವ್ಯಾಪ್ತಿ ಬಿಡುತ್ತೆ ಎಂದು ತಿಳಿಸಿದರು. ನಿಮ್ಮ ದೇಶದಲ್ಲಿರುವ ಸಿಲಿಂಡರ್ ವಿತರಣೆ ಮಾಡುತ್ತಿದ್ದೇವೆ. ಮುಂದಿನ ದಿನಗಳಲ್ಲಿ ಸಮಸ್ಯೆ ಆಗುವ ಸಾಧ್ಯತೆ ಇದೆ. ಜನರು ಇತಿಮಿತಿಯಲ್ಲಿ ಸಿಲಿಂಡರ್ ಬಳಸಬೇಕು ಎಂದರು. ಹಿರಿಯ ಕಾಂಗ್ರೆಸ್ ಶಾಸಕರು ದೆಹಲಿ ಪ್ರವಾಸ ವಿಚಾರ ಕುರಿತು ಪ್ರತಿಕ್ರಿಯಿಸಿದ ಸಚಿವ ಕೆ.ಎಚ್ ಮುನಿಯಪ್ಪ, ಹಿರಿಯರು ಯಾಕೆ ಅಧಿಕಾರ ಕೇಳಬಾರದು, ಅವರಿಗೂ ಅಧಿಕಾರ ಇದೆ. ಸಚಿವ ಸ್ಥಾನ ಕೊಡುವ ಬಗ್ಗೆ ಹೈಕಮಾಂಡ್ ತೀರ್ಮಾನ ತೆಗೆದುಕೊಳ್ಳುತ್ತದೆ. ಎಲ್ಲಾ ತೀರ್ಮಾನಗಳನ್ನು ಹೈಕಮಾಂಡ್ ತೆಗೆದುಕೊಂಡರೂ ನಾವು ಬದ್ಧ ಎಂದು ತಿಳಿಸಿದರು. — [1209, 561, 1504, 898]
black-dot-icon — [1328, 2388, 1338, 2406]
lead-column-1 — [295, 468, 592, 800]
matha-box-headline: ಮಠದಲ್ಲಿ ತಳ್ಳಾಟ, ನೂಕಾಟ: ಶ್ರೀಗಳಿಗೆ ಗಾಯ — [1140, 1125, 1395, 1146]
left-story-body — [13, 363, 274, 723]
election-headline: ಚುನಾವಣೆ ಒತ್ತಡಕ್ಕೆ ಮಣಿಯಬೇಡಿ ಮತದಾರರ ಹಕ್ಕು ಕಾಪಾಡಿ: — [1232, 1537, 1509, 1600]
lead-headline: ಹೊಸ ದಿಗ್ಬಂಧನದಿಂದ ಎಲ್‌ಪಿಜಿ ಸರಬರಾಜಿಗೆ ಅಡ್ಡಿ, ಭಾರತಕ್ಕೂ ಸಂಕಷ್ಟ? — [372, 378, 1434, 433]
continued-label: ...(ಕೋನಿಯ ಪುಟಕ್ಕೆ) — [13, 1577, 274, 1610]
lead-text: ಯುಎಸ್ ಮತ್ತು ಇರಾನ್ ಎರಡೂ ಟೋಲ್ ಪಾವತಿಸದ ಮೂಲಕ ನಿರ್ಗಮಿಸಲು ಪ್ರಯತ್ನಿಸುವುದು ಒಂದು ಅಂಶವಾಗಿದೆ. ಅದರ ಇದು ಸುಲಭವಲ್ಲ. ಹೊಸ ಪರಿಸ್ಥಿತಿ ಉದ್ಭವಿಸಿದರೆ ಭಾರತೀಯ ಆಮದುಗಳ ಮೇಲೆ ಎಷ್ಟು ಪರಿಣಾಮ ಬೀರುತ್ತದೆ? ಮಾತುಕತೆಯ ವೈಫಲ್ಯ, ಅಮೆರಿಕದ ದಿಗ್ಬಂಧನ ಘೋಷಣೆಯ ನಂತರ ಕಚ್ಚಾ ತೈಲದ ಬೆಲೆಗಳು ಏರಿಕೆಯಾಗುತ್ತಿವೆ. ಭಾರತವು ತನ್ನ ಕಚ್ಚಾ ತೈಲ ಆಮದಿನ ಸುಮಾರು 20% ಮತ್ತು ಗ್ಯಾಸ್ ಆಮದಿನ ದೊಡ್ಡ ಭಾಗವನ್ನು ಈ ಮಾರ್ಗದ ಮೂಲಕ ಪಡೆಯುತ್ತದೆ. ಕೊಲ್ಲಿ ದೇಶಗಳಲ್ಲಿ ಭಾರತ 330 ಮಿಲಿಯನ್ ಬ್ಯಾರೆಲ್ ಕಚ್ಚಾ ತೈಲ ಮತ್ತು ಅನಿಲದ ಆಮದು ಮಾಡಿಕೊಳ್ಳುತ್ತದೆ. ಇದರಲ್ಲಿ, ಸರಿಸುಮಾರು 85 ರಿಂದ 90% ಪೂರೈಕೆಯು ಹಾರ್ಮುಜ್ ಜಲಸಂಧಿಯ ಮೂಲಕ ಕತಾರ್, ಯುನೈಟೆಡ್ ಅರಬ್ ಎಮಿರೇಟ್ಸ್ (ಯುಎಇ), ಸೌದಿ ಅರೇಬಿಯಾ, ಕುವೈತ್ ಮತ್ತು ಒಮಾನ್‌ನಿಂದ ಭಾರತಕ್ಕೆ ಬರುತ್ತದೆ. ಭಾರತವು ತನ್ನ ಇಂಧನದ ಸರಾಸರಿ 30 ರಿಂದ 34 ಪ್ರತಿಶತವನ್ನು ಕುವೈತ್‌ನಿಂದ, 25 ರಿಂದ 26 ಪ್ರತಿಶತವನ್ನು ಯುಎಇಯಿಂದ, 15 ರಿಂದ 25 ಪ್ರತಿಶತವನ್ನು ಸೌದಿ ಅರೇಬಿಯಾದಿಂದ, 8 ರಿಂದ 10 ಪ್ರತಿಶತವನ್ನು ಕುವೈತ್‌ನಿಂದ ಮತ್ತು — [906, 471, 1196, 768]
hasiru-hani-heading: ಹಸಿರು ಹನಿ — [1239, 11, 1340, 38]
asha-text: (ಮಹಾರಾಷ್ಟ್ರ) ಏ.13- ಖ್ಯಾತ ಹಿನ್ನೆಲೆ ಗಾಯಕಿ ಆಶಾ ಭೋಸ್ಲೆ ಏಪ್ರಿಲ್ 12ರಂದು ತಮ್ಮ 92ನೇ ವಯಸ್ಸಿನಲ್ಲಿ ನಿಧನರಾದರು. ಅನಾರೋಗ್ಯದಿಂದ ಬಳಲುತ್ತಿದ್ದ ಅವರನ್ನು ಶನಿವಾರ ಸಂಜೆ ಬ್ರೀಚ್ ಕ್ಯಾಂಡಿ ಆಸ್ಪತ್ರೆಗೆ ದಾಖಲಿಸಲಾಗಿತ್ತು. ಹಿಂದಿ ಚಲನಚಿತ್ರ ಸಂಗೀತದ ಪೀಳಿಗೆಗಳನ್ನು ವ್ಯಾಖ್ಯಾನಿಸಿತು. ಅನುಭವಿ ಗಾಯಕಿ ಆಶಾ ಭೋಸ್ಲೆ ಅವರ ಅಂತ್ಯಕ್ರಿಯೆಯು ಸೋಮವಾರ ಸಂಜೆ ಮುಂಬೈನ ಶಿವಾಜಿ ಪಾರ್ಕ್‌ನಲ್ಲಿ ಸಂಪೂರ್ಣ ಸರ್ಕಾರಿ ಗೌರವಗಳೊಂದಿಗೆ ನೆರವೇರಿತು. ಭಾರತೀಯ ಸಂಗೀತ ಕ್ಷೇತ್ರದ ಮಹಾನ್ ಗಾಯಕಿಗೆ ಅಂತಿಮ ನಮನ ಸಲ್ಲಿಸಲು ಸಾವಿರಾರು ಅಭಿಮಾನಿಗಳು ಜಮಾಯಿಸಿದ್ದರು. ಸೆಪ್ಟೆಂಬರ್ 8, 1933ರಂದು ಮಹಾರಾಷ್ಟ್ರದ ಸಾಂಗ್ಲಿಯಲ್ಲಿ ಮಂಗೇಶ್ಕರ್ ಕುಟುಂಬದಲ್ಲಿ ಜನಿಸಿದರು. — [705, 1617, 1214, 1793]
gulf-body — [294, 884, 895, 979]
